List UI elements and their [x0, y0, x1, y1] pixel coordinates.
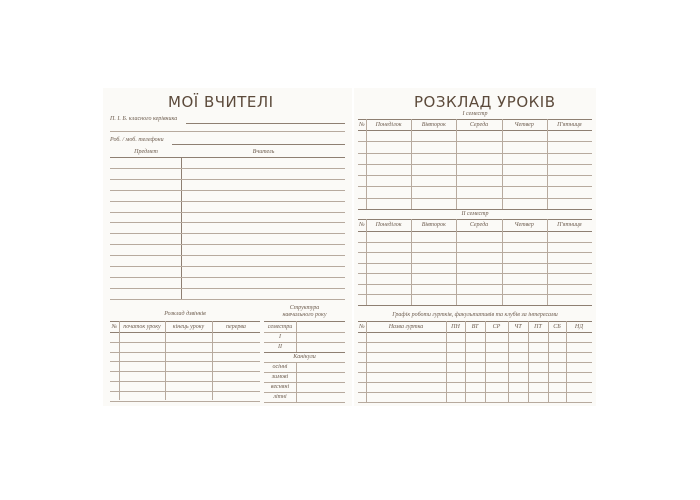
- timetable-day-2: Вівторок: [421, 222, 446, 228]
- clubs-row-line[interactable]: [358, 382, 592, 383]
- teachers-row-line[interactable]: [110, 288, 345, 289]
- bells-row-line[interactable]: [110, 381, 260, 382]
- bells-row-line[interactable]: [110, 391, 260, 392]
- sem2-row-line[interactable]: [358, 252, 592, 253]
- ys-rule-6: [264, 382, 345, 383]
- bells-col-end: кінець уроку: [172, 324, 205, 330]
- sem2-row-line[interactable]: [358, 284, 592, 285]
- clubs-day-3: СР: [492, 324, 501, 330]
- clubs-row-line[interactable]: [358, 392, 592, 393]
- clubs-row-line[interactable]: [358, 342, 592, 343]
- holiday-spring: весняні: [270, 384, 290, 390]
- clubs-day-4: ЧТ: [514, 324, 522, 330]
- sem2-row-line[interactable]: [358, 263, 592, 264]
- sem2-row-line[interactable]: [358, 294, 592, 295]
- sem1-row-line[interactable]: [358, 175, 592, 176]
- teachers-table-header-rule: [110, 157, 345, 158]
- holidays-label: Канікули: [293, 354, 316, 360]
- teachers-row-line[interactable]: [110, 212, 345, 213]
- clubs-col-num: №: [359, 324, 365, 330]
- holiday-autumn: осінні: [272, 364, 288, 370]
- clubs-table-top: [358, 321, 592, 322]
- sem1-row-line[interactable]: [358, 153, 592, 154]
- holiday-winter: зимові: [271, 374, 289, 380]
- teachers-row-line[interactable]: [110, 255, 345, 256]
- timetable-day-1: Понеділок: [375, 222, 402, 228]
- clubs-title: Графік роботи гуртків, факультативів та клубів за інтересами: [392, 312, 558, 318]
- clubs-day-6: СБ: [553, 324, 561, 330]
- sem1-row-line[interactable]: [358, 141, 592, 142]
- timetable-day-4: Четвер: [514, 222, 534, 228]
- sem1-row-line[interactable]: [358, 186, 592, 187]
- timetable-day-4: Четвер: [514, 122, 534, 128]
- clubs-row-line[interactable]: [358, 372, 592, 373]
- clubs-header-rule: [358, 332, 592, 333]
- year-structure-title-2: навчального року: [282, 312, 327, 318]
- right-page-timetable: [354, 88, 596, 406]
- clubs-row-line[interactable]: [358, 352, 592, 353]
- ys-rule-4: [264, 362, 345, 363]
- semesters-label: семестри: [267, 324, 293, 330]
- ys-vline-b: [296, 362, 297, 402]
- teachers-row-line[interactable]: [110, 299, 345, 300]
- ys-rule-3: [264, 352, 345, 353]
- timetable-day-5: П'ятниця: [557, 122, 582, 128]
- clubs-day-5: ПТ: [534, 324, 542, 330]
- bells-col-break: перерва: [226, 324, 246, 330]
- bells-row-line[interactable]: [110, 352, 260, 353]
- ys-rule-5: [264, 372, 345, 373]
- ys-rule-2: [264, 342, 345, 343]
- bells-title: Розклад дзвінків: [164, 311, 206, 317]
- timetable-title: РОЗКЛАД УРОКІВ: [414, 93, 556, 111]
- teachers-row-line[interactable]: [110, 179, 345, 180]
- timetable-col-num: №: [359, 122, 365, 128]
- teachers-row-line[interactable]: [110, 190, 345, 191]
- ys-rule-7: [264, 392, 345, 393]
- phones-label: Роб. / моб. телефони: [110, 137, 164, 143]
- timetable-day-3: Середа: [469, 222, 489, 228]
- bells-row-line[interactable]: [110, 371, 260, 372]
- clubs-day-2: ВТ: [471, 324, 479, 330]
- ys-vline-a: [296, 321, 297, 352]
- teachers-title: МОЇ ВЧИТЕЛІ: [168, 93, 274, 111]
- homeroom-teacher-line-2[interactable]: [110, 131, 345, 132]
- sem2-row-line[interactable]: [358, 242, 592, 243]
- clubs-col-name: Назва гуртка: [388, 324, 424, 330]
- ys-rule-8: [264, 402, 345, 403]
- semester-2-label: II: [278, 344, 282, 350]
- sem1-row-line[interactable]: [358, 198, 592, 199]
- clubs-row-line[interactable]: [358, 362, 592, 363]
- teachers-row-line[interactable]: [110, 201, 345, 202]
- timetable-col-num: №: [359, 222, 365, 228]
- year-structure-title-1: Структура: [289, 305, 320, 311]
- teachers-row-line[interactable]: [110, 277, 345, 278]
- homeroom-teacher-label: П. І. Б. класного керівника: [110, 116, 178, 122]
- bells-row-line[interactable]: [110, 361, 260, 362]
- sem1-table-top: [358, 119, 592, 120]
- teachers-row-line[interactable]: [110, 233, 345, 234]
- sem2-header-rule: [358, 231, 592, 232]
- sem2-row-line[interactable]: [358, 273, 592, 274]
- semester-1-label: I: [279, 334, 281, 340]
- sem2-row-line[interactable]: [358, 305, 592, 306]
- bells-table-top: [110, 321, 260, 322]
- sem1-row-line[interactable]: [358, 164, 592, 165]
- sem1-row-line[interactable]: [358, 209, 592, 210]
- clubs-row-line[interactable]: [358, 402, 592, 403]
- timetable-day-5: П'ятниця: [557, 222, 582, 228]
- col-subject-header: Предмет: [134, 149, 158, 155]
- semester-1-title: I семестр: [462, 111, 488, 117]
- sem2-table-top: [358, 219, 592, 220]
- bells-row-line[interactable]: [110, 342, 260, 343]
- teachers-row-line[interactable]: [110, 266, 345, 267]
- bells-row-line[interactable]: [110, 401, 260, 402]
- bells-header-rule: [110, 332, 260, 333]
- holiday-summer: літні: [273, 394, 287, 400]
- timetable-day-3: Середа: [469, 122, 489, 128]
- bells-col-num: №: [111, 324, 118, 330]
- teachers-row-line[interactable]: [110, 222, 345, 223]
- homeroom-teacher-line[interactable]: [186, 123, 345, 124]
- sem1-header-rule: [358, 130, 592, 131]
- timetable-day-1: Понеділок: [375, 122, 402, 128]
- clubs-day-7: НД: [574, 324, 584, 330]
- phones-line[interactable]: [172, 144, 345, 145]
- semester-2-title: II семестр: [461, 211, 489, 217]
- year-structure-top: [264, 321, 345, 322]
- col-teacher-header: Вчитель: [252, 149, 275, 155]
- teachers-row-line[interactable]: [110, 168, 345, 169]
- clubs-day-1: ПН: [451, 324, 460, 330]
- bells-col-start: початок уроку: [123, 324, 161, 330]
- ys-rule-1: [264, 332, 345, 333]
- teachers-row-line[interactable]: [110, 244, 345, 245]
- timetable-day-2: Вівторок: [421, 122, 446, 128]
